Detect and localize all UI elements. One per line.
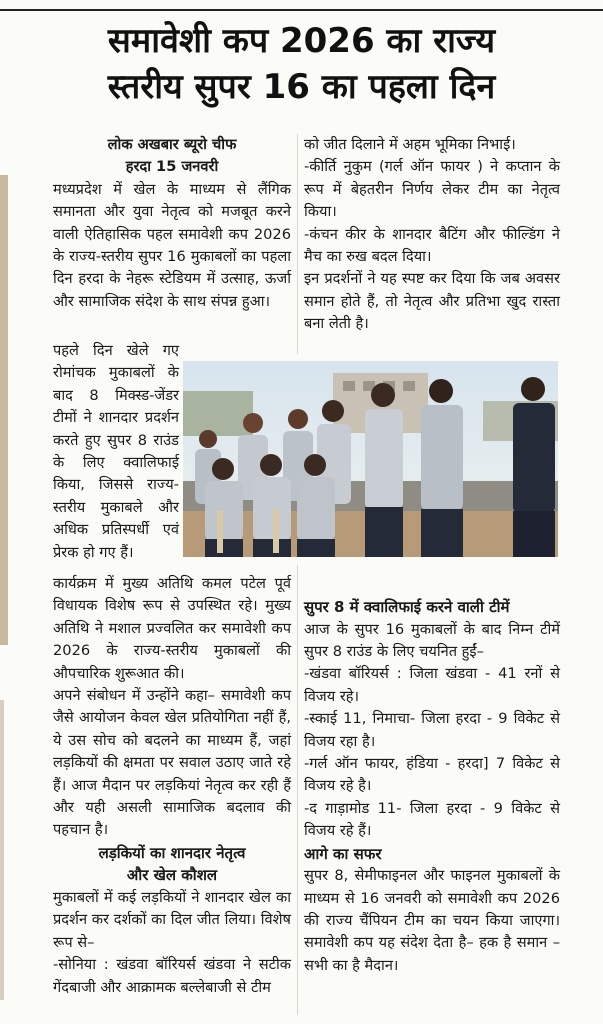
result-item: -द गाड़ामोड 11- जिला हरदा - 9 विकेट से विजय रहे हैं। (304, 799, 560, 840)
column-divider (297, 134, 298, 354)
next-heading: आगे का सफर (304, 844, 382, 863)
next-paragraph: सुपर 8, सेमीफाइनल और फाइनल मुकाबलों के माध्यम से 16 जनवरी को समावेशी कप 2026 की राज्य चैंपियन टीम का चयन किया जाएगा। समावेशी कप यह संदेश देता है– हक है समान – सभी का है मैदान। (304, 867, 560, 974)
byline-author: लोक अखबार ब्यूरो चीफ (107, 136, 237, 153)
speech-paragraph: अपने संबोधन में उन्होंने कहा– समावेशी कप जैसे आयोजन केवल खेल प्रतियोगिता नहीं हैं, ये उस सोच को बदलने का माध्यम हैं, जहां लड़कियों की क्षमता पर सवाल उठाए जाते रहे हैं। आज मैदान पर लड़कियां नेतृत्व कर रही हैं और यही असली सामाजिक बदलाव की पहचान है। (53, 687, 291, 839)
headline-line-2: स्तरीय सुपर 16 का पहला दिन (107, 67, 496, 107)
chief-guest-paragraph: कार्यक्रम में मुख्य अतिथि कमल पटेल पूर्व विधायक विशेष रूप से उपस्थित रहे। मुख्य अतिथि ने मशाल प्रज्वलित कर समावेशी कप 2026 के राज्य-स्तरीय मुकाबलों की औपचारिक शुरूआत की। (53, 575, 291, 682)
column-1-bottom (53, 573, 291, 999)
byline-dateline: हरदा 15 जनवरी (125, 158, 219, 176)
result-item: -स्काई 11, निमाचा- जिला हरदा - 9 विकेट से विजय रहा है। (304, 710, 560, 750)
intro-paragraph: मध्यप्रदेश में खेल के माध्यम से लैंगिक समानता और युवा नेतृत्व को मजबूत करने वाली ऐतिहासिक पहल समावेशी कप 2026 के राज्य-स्तरीय सुपर 16 मुकाबलों का पहला दिन हरदा के नेहरू स्टेडियम में उत्साह, ऊर्जा और सामाजिक संदेश के साथ संपन्न हुआ। (53, 180, 291, 310)
girls-subhead-line-1: लड़कियों का शानदार नेतृत्व (98, 843, 246, 862)
qualify-paragraph: पहले दिन खेले गए रोमांचक मुकाबलों के बाद 8 मिक्स्ड-जेंडर टीमों ने शानदार प्रदर्शन करते हुए सुपर 8 राउंड के लिए क्वालिफाई किया, जिससे राज्य-स्तरीय मुकाबले और अधिक प्रतिस्पर्धी एवं प्रेरक हो गए हैं। (53, 342, 179, 561)
girls-paragraph: मुकाबलों में कई लड़कियों ने शानदार खेल का प्रदर्शन कर दर्शकों का दिल जीत लिया। विशेष रूप से– (53, 889, 291, 951)
top-rule (0, 9, 603, 11)
sonia-paragraph: -सोनिया : खंडवा बॉरियर्स खंडवा ने सटीक गेंदबाजी और आक्रामक बल्लेबाजी से टीम (53, 956, 291, 996)
adjacent-page-edge (0, 175, 8, 645)
team-photo-illustration (183, 361, 558, 557)
column-1-top (53, 134, 291, 313)
kanchan-paragraph: -कंचन कीर के शानदार बैटिंग और फील्डिंग ने मैच का रुख बदल दिया। (304, 225, 560, 266)
continuation-text: को जीत दिलाने में अहम भूमिका निभाई। (304, 136, 516, 153)
result-item: -खंडवा बॉरियर्स : जिला खंडवा - 41 रनों से विजय रहे। (304, 665, 560, 705)
column-2-bottom (304, 596, 560, 977)
column-divider-lower (297, 565, 298, 1015)
summary-paragraph: इन प्रदर्शनों ने यह स्पष्ट कर दिया कि जब अवसर समान होते हैं, तो नेतृत्व और प्रतिभा खुद रास्ता बना लेती है। (304, 270, 560, 333)
column-1-photo-wrap (53, 340, 179, 564)
kirti-paragraph: -कीर्ति नुकुम (गर्ल ऑन फायर ) ने कप्तान के रूप में बेहतरीन निर्णय लेकर टीम का नेतृत्व किया। (304, 158, 560, 221)
adjacent-page-edge-lower (0, 700, 4, 1000)
headline-line-1: समावेशी कप 2026 का राज्य (107, 21, 496, 61)
result-item: -गर्ल ऑन फायर, हंडिया - हरदा] 7 विकेट से विजय रहे है। (304, 755, 560, 795)
headline (10, 18, 593, 110)
girls-subhead-line-2: और खेल कौशल (126, 866, 218, 885)
qualified-heading: सुपर 8 में क्वालिफाई करने वाली टीमें (304, 598, 510, 616)
qualified-intro: आज के सुपर 16 मुकाबलों के बाद निम्न टीमें सुपर 8 राउंड के लिए चयनित हुईं– (304, 620, 560, 660)
team-photo (183, 361, 558, 557)
column-2-top (304, 134, 560, 336)
